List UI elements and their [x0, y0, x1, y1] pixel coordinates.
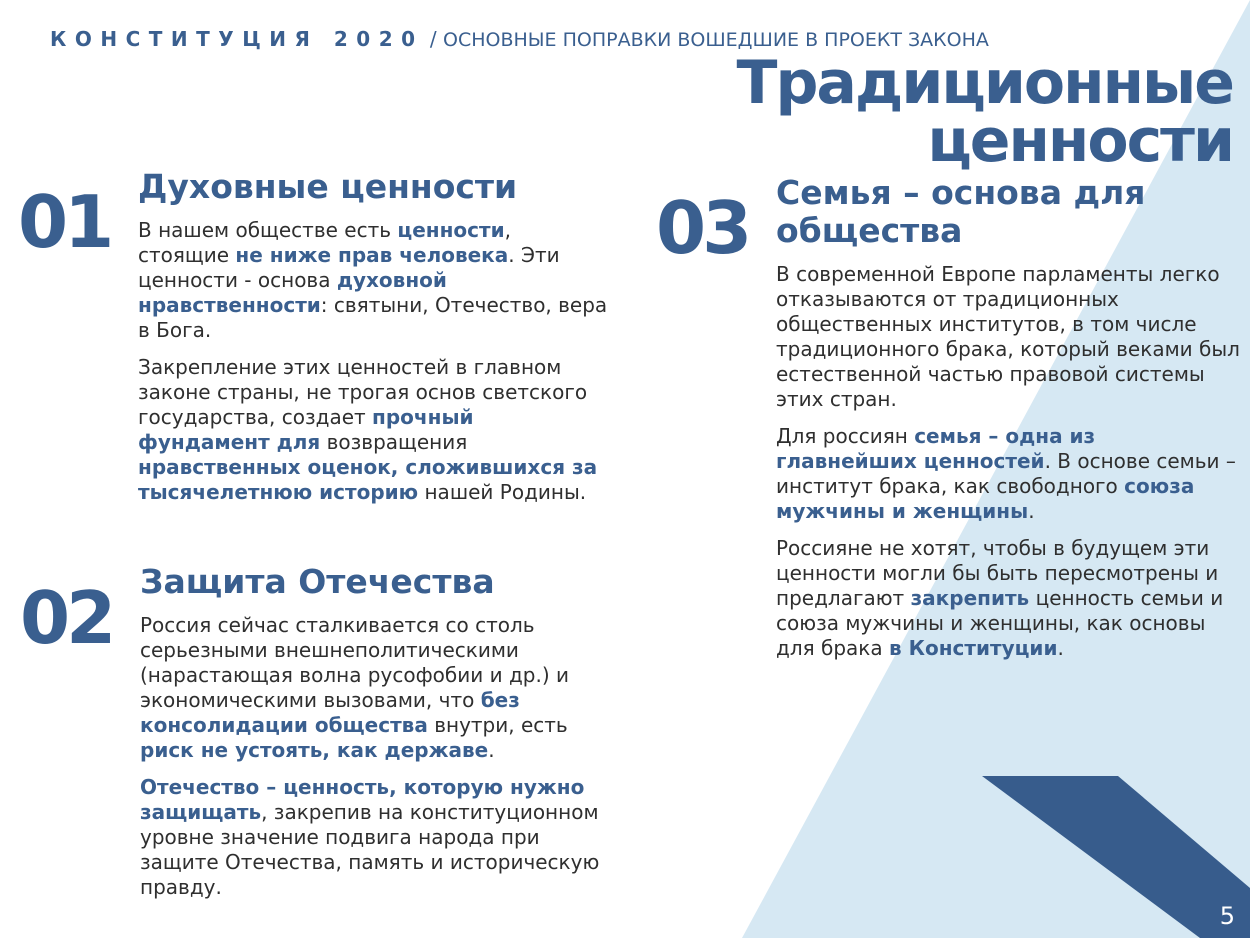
section-paragraph: В нашем обществе есть ценности, стоящие не ниже прав человека. Эти ценности - основа духовной нравственности: святыни, Отечество, вера в Бога.	[138, 218, 608, 342]
section-paragraph: Отечество – ценность, которую нужно защищать, закрепив на конституционном уровне значение подвига народа при защите Отечества, память и историческую правду.	[140, 775, 600, 899]
section-paragraph: Россияне не хотят, чтобы в будущем эти ценности могли бы быть пересмотрены и предлагают закрепить ценность семьи и союза мужчины и женщины, как основы для брака в Конституции.	[776, 536, 1224, 660]
section-title: Семья – основа для общества	[776, 173, 1146, 250]
section-number-02: 02	[20, 576, 113, 660]
page-number: 5	[1219, 902, 1235, 930]
section-number-03: 03	[656, 186, 749, 270]
section-title: Защита Отечества	[140, 562, 495, 601]
section-paragraph: Закрепление этих ценностей в главном законе страны, не трогая основ светского государства, создает прочный фундамент для возвращения нравственных оценок, сложившихся за тысячелетнюю историю нашей Родины.	[138, 355, 598, 504]
page-title-line1: Традиционные	[736, 48, 1233, 118]
page-title-line2: ценности	[927, 106, 1233, 176]
page-title	[736, 48, 1233, 176]
section-paragraph: В современной Европе парламенты легко отказываются от традиционных общественных институтов, в том числе традиционного брака, который веками был естественной частью правовой системы этих стран.	[776, 262, 1240, 411]
section-title: Духовные ценности	[138, 167, 518, 206]
section-family	[776, 174, 1241, 673]
section-defense-of-fatherland	[140, 563, 610, 912]
section-spiritual-values	[138, 168, 608, 517]
header-subtitle: ОСНОВНЫЕ ПОПРАВКИ ВОШЕДШИЕ В ПРОЕКТ ЗАКОНА	[443, 29, 989, 51]
header-title: КОНСТИТУЦИЯ 2020	[50, 27, 424, 51]
section-paragraph: Россия сейчас сталкивается со столь серьезными внешнеполитическими (нарастающая волна русофобии и др.) и экономическими вызовами, что без консолидации общества внутри, есть риск не устоять, как державе.	[140, 613, 569, 762]
section-number-01: 01	[18, 180, 111, 264]
section-paragraph: Для россиян семья – одна из главнейших ценностей. В основе семьи – институт брака, как свободного союза мужчины и женщины.	[776, 424, 1236, 523]
header-separator: /	[429, 27, 437, 51]
